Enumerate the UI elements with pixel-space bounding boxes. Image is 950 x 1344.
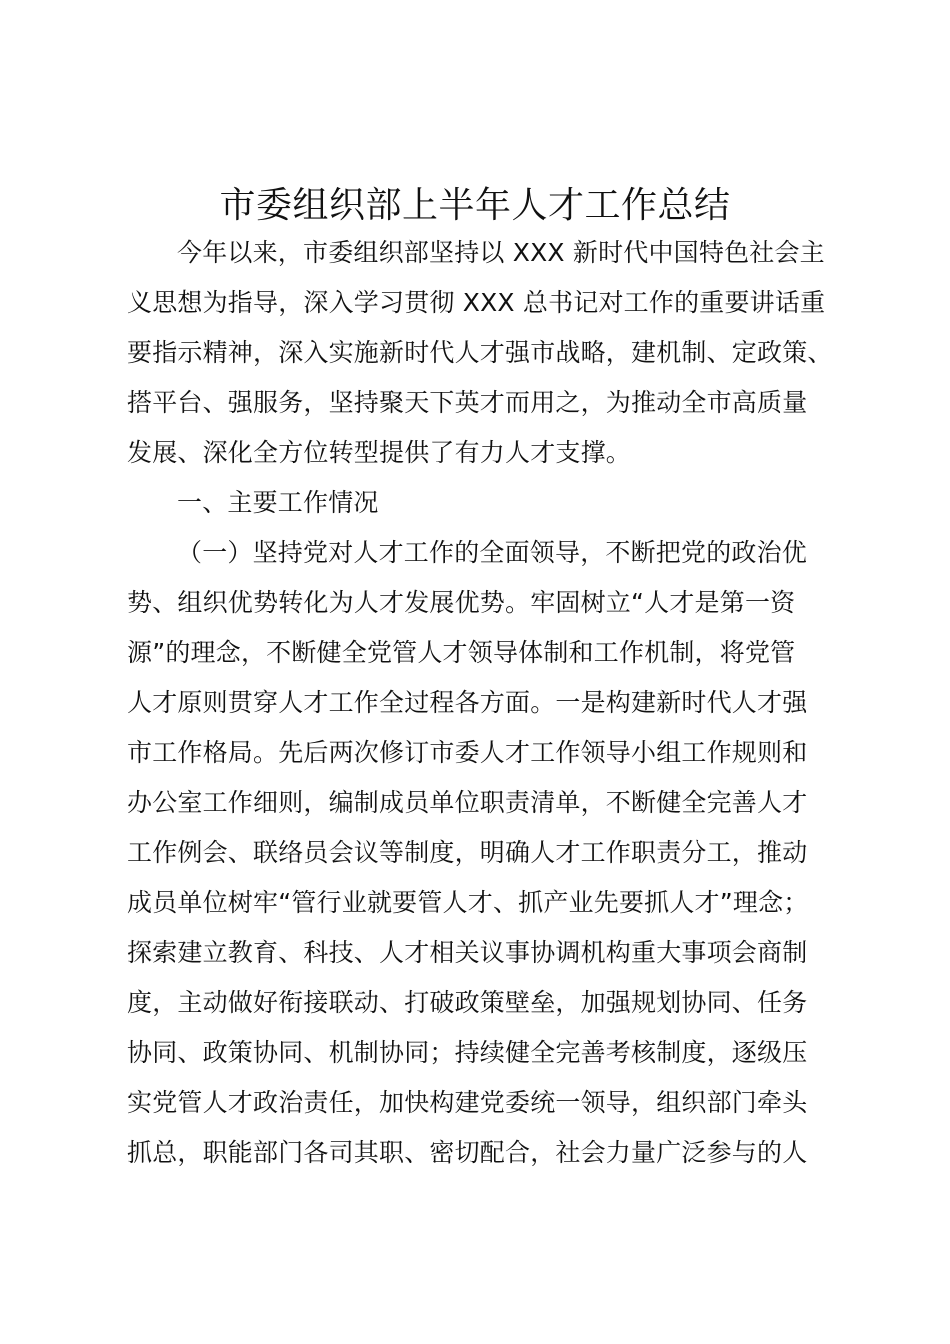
body-line-3: 要指示精神，深入实施新时代人才强市战略，建机制、定政策、 [127,338,833,367]
body-line-19: 抓总，职能部门各司其职、密切配合，社会力量广泛参与的人 [127,1138,808,1167]
body-line-13: 工作例会、联络员会议等制度，明确人才工作职责分工，推动 [127,838,808,867]
section-heading-1: 一、主要工作情况 [177,488,379,517]
body-line-18: 实党管人才政治责任，加快构建党委统一领导，组织部门牵头 [127,1088,808,1117]
body-line-4: 搭平台、强服务，坚持聚天下英才而用之，为推动全市高质量 [127,388,808,417]
body-line-7: （一）坚持党对人才工作的全面领导，不断把党的政治优 [177,538,808,567]
body-line-8: 势、组织优势转化为人才发展优势。牢固树立“人才是第一资 [127,588,796,617]
body-line-11: 市工作格局。先后两次修订市委人才工作领导小组工作规则和 [127,738,808,767]
body-line-1: 今年以来，市委组织部坚持以 XXX 新时代中国特色社会主 [177,238,825,267]
body-line-17: 协同、政策协同、机制协同；持续健全完善考核制度，逐级压 [127,1038,808,1067]
body-line-2: 义思想为指导，深入学习贯彻 XXX 总书记对工作的重要讲话重 [127,288,826,317]
document-title: 市委组织部上半年人才工作总结 [219,185,731,226]
body-line-5: 发展、深化全方位转型提供了有力人才支撑。 [127,438,632,467]
body-line-12: 办公室工作细则，编制成员单位职责清单，不断健全完善人才 [127,788,808,817]
body-line-9: 源”的理念，不断健全党管人才领导体制和工作机制，将党管 [127,638,796,667]
body-line-15: 探索建立教育、科技、人才相关议事协调机构重大事项会商制 [127,938,808,967]
body-line-14: 成员单位树牢“管行业就要管人才、抓产业先要抓人才”理念； [127,888,809,917]
body-line-10: 人才原则贯穿人才工作全过程各方面。一是构建新时代人才强 [127,688,808,717]
body-line-16: 度，主动做好衔接联动、打破政策壁垒，加强规划协同、任务 [127,988,808,1017]
